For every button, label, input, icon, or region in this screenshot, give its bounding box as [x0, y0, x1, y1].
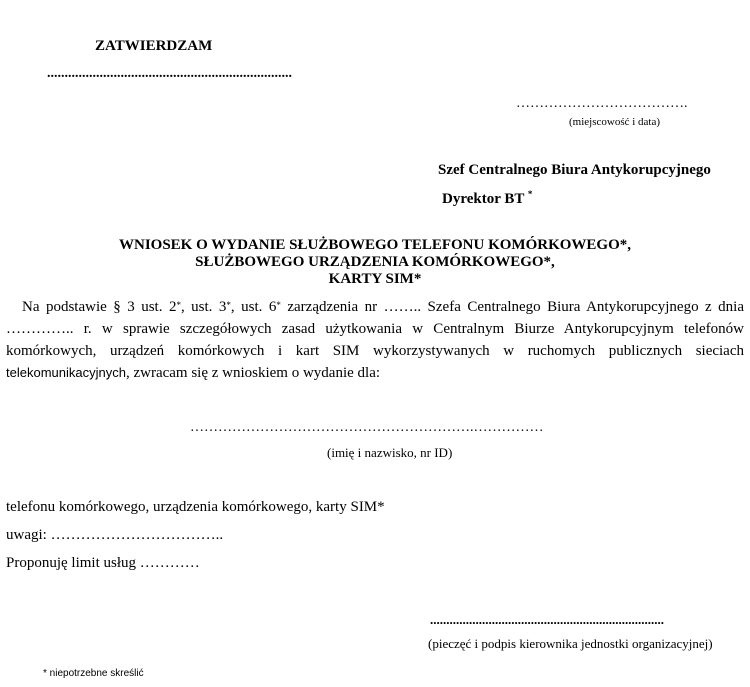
body-paragraph	[6, 296, 744, 384]
body-text-1: Na podstawie § 3 ust. 2	[22, 299, 177, 315]
addressee-line-2	[442, 191, 532, 208]
place-date-line: ……………………………….	[516, 96, 688, 111]
footnote-mark: *	[276, 300, 281, 310]
manager-signature-caption: (pieczęć i podpis kierownika jednostki organizacyjnej)	[428, 636, 713, 651]
manager-signature-line: ........................................................................	[430, 612, 664, 627]
footnote-mark: *	[176, 300, 181, 310]
place-date-caption: (miejscowość i data)	[569, 116, 661, 128]
footnote-mark: *	[226, 300, 231, 310]
body-text-3: , ust. 6	[230, 299, 277, 315]
requested-items: telefonu komórkowego, urządzenia komórkowego, karty SIM*	[6, 499, 385, 515]
addressee-line-2-text: Dyrektor BT	[442, 191, 525, 207]
name-entry-line: …………………………………………………….……………	[190, 420, 544, 435]
request-title-line-1: WNIOSEK O WYDANIE SŁUŻBOWEGO TELEFONU KOMÓRKOWEGO*,	[118, 237, 632, 253]
approval-signature-line: ......................................................................	[47, 66, 292, 81]
body-text-5: telekomunikacyjnych	[6, 365, 126, 380]
name-entry-caption: (imię i nazwisko, nr ID)	[327, 445, 453, 460]
remarks-line: uwagi: ……………………………..	[6, 527, 224, 543]
request-title-line-3: KARTY SIM*	[328, 271, 422, 287]
request-title-line-2: SŁUŻBOWEGO URZĄDZENIA KOMÓRKOWEGO*,	[195, 254, 555, 270]
service-limit-line: Proponuję limit usług …………	[6, 555, 200, 571]
body-text-2: , ust. 3	[180, 299, 227, 315]
footnote: * niepotrzebne skreślić	[43, 668, 144, 679]
body-text-6: , zwracam się z wnioskiem o wydanie dla:	[125, 365, 381, 381]
addressee-line-1: Szef Centralnego Biura Antykorupcyjnego	[438, 162, 711, 178]
body-text-4: zarządzenia nr …….. Szefa Centralnego Biura Antykorupcyjnego z dnia ………….. r. w sprawie szczegółowych zasad użytkowania w Centralnym Biurze Antykorupcyjnym telefonów komórkowych, urządzeń komórkowych i kart SIM wykorzystywanych w ruchomych publicznych sieciach	[6, 299, 745, 359]
addressee-footnote-mark: *	[527, 189, 533, 199]
request-title	[0, 237, 750, 288]
approval-heading: ZATWIERDZAM	[95, 38, 213, 54]
